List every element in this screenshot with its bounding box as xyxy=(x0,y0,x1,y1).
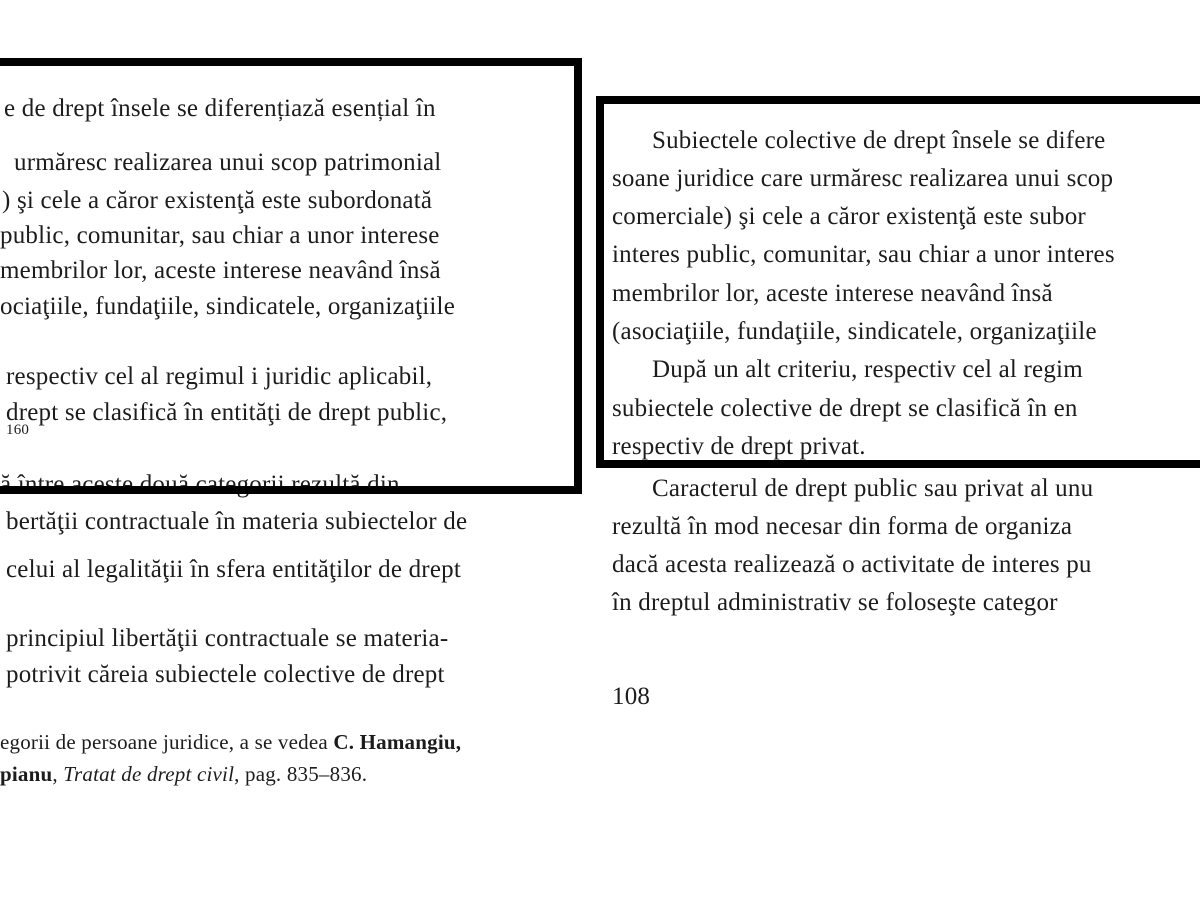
right-page-scan xyxy=(596,0,1200,900)
left-page-scan xyxy=(0,0,584,900)
right-line-13: în dreptul administrativ se foloseşte categor xyxy=(612,589,1058,616)
footnote-pages: , pag. 835–836. xyxy=(234,762,368,786)
left-line-4: public, comunitar, sau chiar a unor interese xyxy=(0,222,440,249)
left-line-3: ) şi cele a căror existenţă este subordonată xyxy=(2,187,433,214)
left-line-2: urmăresc realizarea unui scop patrimonial xyxy=(14,149,442,176)
footnote-line-2 xyxy=(0,760,367,788)
left-line-12: principiul libertăţii contractuale se materia- xyxy=(6,625,449,652)
right-line-1: Subiectele colective de drept însele se difere xyxy=(652,127,1106,154)
right-line-10: Caracterul de drept public sau privat al unu xyxy=(652,475,1094,502)
left-line-5: membrilor lor, aceste interese neavând însă xyxy=(0,257,441,284)
page-number: 108 xyxy=(612,683,651,710)
right-line-11: rezultă în mod necesar din forma de organiza xyxy=(612,513,1073,540)
left-line-11: celui al legalităţii în sfera entităţilor de drept xyxy=(6,556,461,583)
left-line-13: potrivit căreia subiectele colective de drept xyxy=(6,661,445,688)
footnote-text: egorii de persoane juridice, a se vedea xyxy=(0,730,334,754)
right-line-5: membrilor lor, aceste interese neavând însă xyxy=(612,280,1053,307)
right-line-9: respectiv de drept privat. xyxy=(612,433,866,460)
footnote-marker-160: 160 xyxy=(6,422,30,438)
right-line-12: dacă acesta realizează o activitate de interes pu xyxy=(612,551,1092,578)
left-line-9: ă între aceste două categorii rezultă din xyxy=(0,471,400,498)
left-line-6: ociaţiile, fundaţiile, sindicatele, organizaţiile xyxy=(0,293,456,320)
left-line-8: drept se clasifică în entităţi de drept public, xyxy=(6,399,448,426)
footnote-author-bold: C. Hamangiu, xyxy=(333,730,462,754)
right-line-6: (asociaţiile, fundaţiile, sindicatele, organizaţiile xyxy=(612,318,1097,345)
right-line-3: comerciale) şi cele a căror existenţă este subor xyxy=(612,203,1086,230)
right-line-8: subiectele colective de drept se clasifică în en xyxy=(612,395,1078,422)
footnote-line-1 xyxy=(0,728,461,756)
footnote-separator: , xyxy=(52,762,64,786)
right-line-7: După un alt criteriu, respectiv cel al regim xyxy=(652,356,1083,383)
footnote-book-title: Tratat de drept civil xyxy=(63,762,235,786)
right-line-2: soane juridice care urmăresc realizarea unui scop xyxy=(612,165,1114,192)
left-line-10: bertăţii contractuale în materia subiectelor de xyxy=(6,508,468,535)
left-line-1: e de drept însele se diferențiază esențial în xyxy=(4,95,436,122)
footnote-coauthor-bold: pianu xyxy=(0,762,53,786)
right-line-4: interes public, comunitar, sau chiar a unor interes xyxy=(612,241,1115,268)
left-line-7: respectiv cel al regimul i juridic aplicabil, xyxy=(6,363,433,390)
